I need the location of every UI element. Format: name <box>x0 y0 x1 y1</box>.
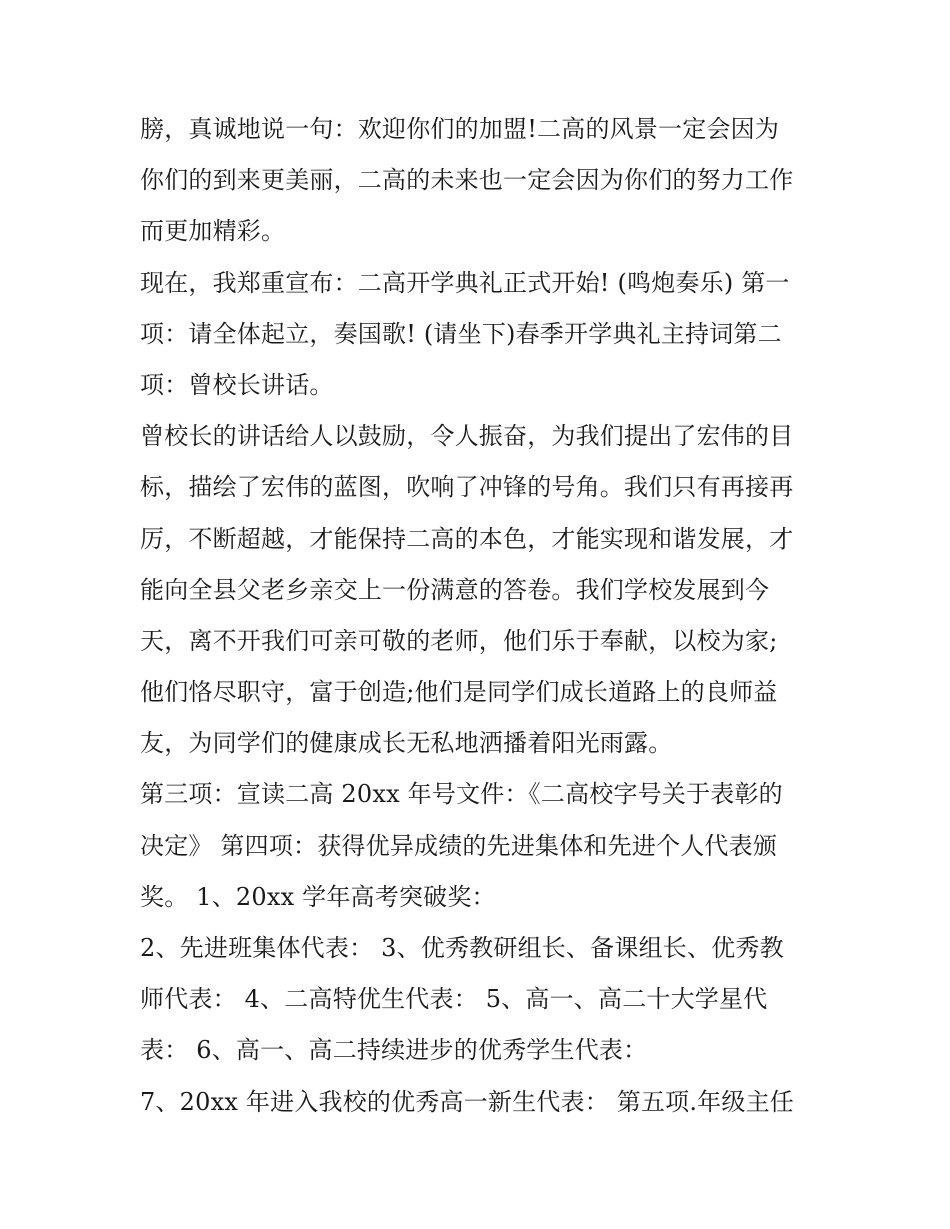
text-line: 友，为同学们的健康成长无私地洒播着阳光雨露。 <box>140 729 673 758</box>
text-line: 7、20xx 年进入我校的优秀高一新生代表： 第五项.年级主任 <box>140 1087 794 1116</box>
text-line: 表： 6、高一、高二持续进步的优秀学生代表： <box>140 1036 648 1065</box>
text-line: 他们恪尽职守，富于创造;他们是同学们成长道路上的良师益 <box>140 678 778 707</box>
text-line: 第三项：宣读二高 20xx 年号文件：《二高校字号关于表彰的 <box>140 780 783 809</box>
text-line: 师代表： 4、二高特优生代表： 5、高一、高二十大学星代 <box>140 985 768 1014</box>
text-line: 项：请全体起立，奏国歌! (请坐下)春季开学典礼主持词第二 <box>140 319 782 348</box>
text-line: 而更加精彩。 <box>140 217 286 246</box>
text-line: 标，描绘了宏伟的蓝图，吹响了冲锋的号角。我们只有再接再 <box>140 473 794 502</box>
text-line: 奖。 1、20xx 学年高考突破奖： <box>140 882 496 911</box>
text-line: 你们的到来更美丽，二高的未来也一定会因为你们的努力工作 <box>140 166 794 195</box>
text-line: 项：曾校长讲话。 <box>140 370 334 399</box>
text-line: 能向全县父老乡亲交上一份满意的答卷。我们学校发展到今 <box>140 575 770 604</box>
text-line: 膀，真诚地说一句：欢迎你们的加盟!二高的风景一定会因为 <box>140 115 780 143</box>
text-line: 决定》 第四项：获得优异成绩的先进集体和先进个人代表颁 <box>140 831 778 860</box>
text-line: 2、先进班集体代表： 3、优秀教研组长、备课组长、优秀教 <box>140 934 784 962</box>
text-line: 厉，不断超越，才能保持二高的本色，才能实现和谐发展，才 <box>140 524 794 553</box>
document-body <box>140 104 820 1128</box>
text-line: 曾校长的讲话给人以鼓励，令人振奋，为我们提出了宏伟的目 <box>140 422 794 451</box>
text-line: 现在，我郑重宣布：二高开学典礼正式开始! (鸣炮奏乐) 第一 <box>140 268 790 297</box>
text-line: 天，离不开我们可亲可敬的老师，他们乐于奉献，以校为家; <box>140 626 778 655</box>
